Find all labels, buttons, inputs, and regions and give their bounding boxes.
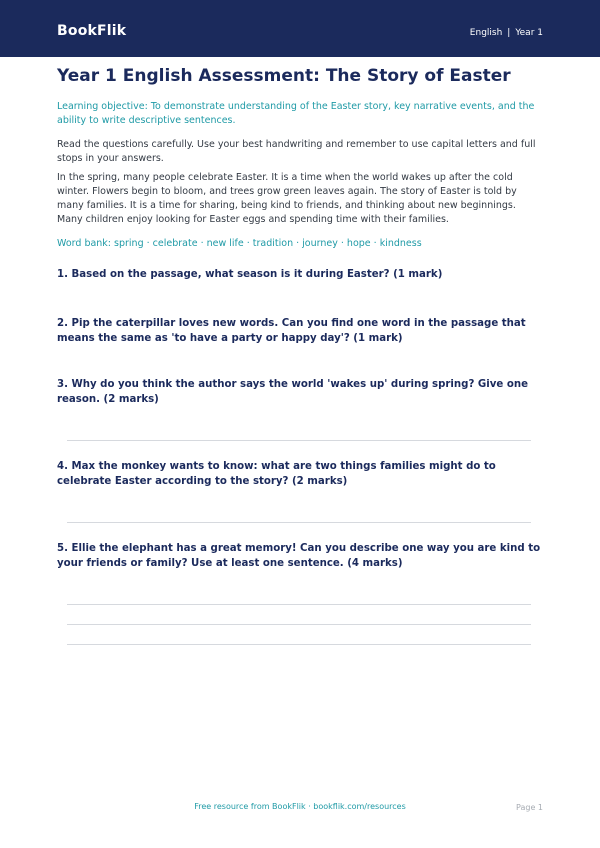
header-separator: | xyxy=(507,28,511,38)
answer-line[interactable] xyxy=(67,644,531,645)
question-5: 5. Ellie the elephant has a great memory! Can you describe one way you are kind to your friends or family? Use at least one sentence. (4 marks) xyxy=(57,543,541,569)
footer-link[interactable]: Free resource from BookFlik · bookflik.com/resources xyxy=(194,802,406,811)
instructions: Read the questions carefully. Use your best handwriting and remember to use capital letters and full stops in your answers. xyxy=(57,139,536,164)
header-bar xyxy=(0,0,600,57)
answer-line[interactable] xyxy=(67,624,531,625)
subject-label: English xyxy=(469,28,503,38)
question-3: 3. Why do you think the author says the world 'wakes up' during spring? Give one reason. (2 marks) xyxy=(57,379,529,405)
page-title: Year 1 English Assessment: The Story of Easter xyxy=(57,66,511,86)
question-4: 4. Max the monkey wants to know: what are two things families might do to celebrate Easter according to the story? (2 marks) xyxy=(57,461,496,487)
word-bank: Word bank: spring · celebrate · new life · tradition · journey · hope · kindness xyxy=(57,238,422,249)
answer-line[interactable] xyxy=(67,522,531,523)
answer-line[interactable] xyxy=(67,604,531,605)
header-meta xyxy=(470,28,543,38)
learning-objective: Learning objective: To demonstrate understanding of the Easter story, key narrative events, and the ability to write descriptive sentences. xyxy=(57,101,535,126)
question-2: 2. Pip the caterpillar loves new words. Can you find one word in the passage that means the same as 'to have a party or happy day'? (1 mark) xyxy=(57,318,526,344)
reading-passage: In the spring, many people celebrate Easter. It is a time when the world wakes up after the cold winter. Flowers begin to bloom, and trees grow green leaves again. The story of Easter is told by many families. It is a time for sharing, being kind to friends, and thinking about new beginnings. Many children enjoy looking for Easter eggs and spending time with their families. xyxy=(57,172,517,225)
page-number: Page 1 xyxy=(516,803,543,812)
brand-logo[interactable]: BookFlik xyxy=(57,23,127,39)
year-label: Year 1 xyxy=(515,28,543,38)
answer-line[interactable] xyxy=(67,440,531,441)
question-1: 1. Based on the passage, what season is it during Easter? (1 mark) xyxy=(57,269,443,280)
